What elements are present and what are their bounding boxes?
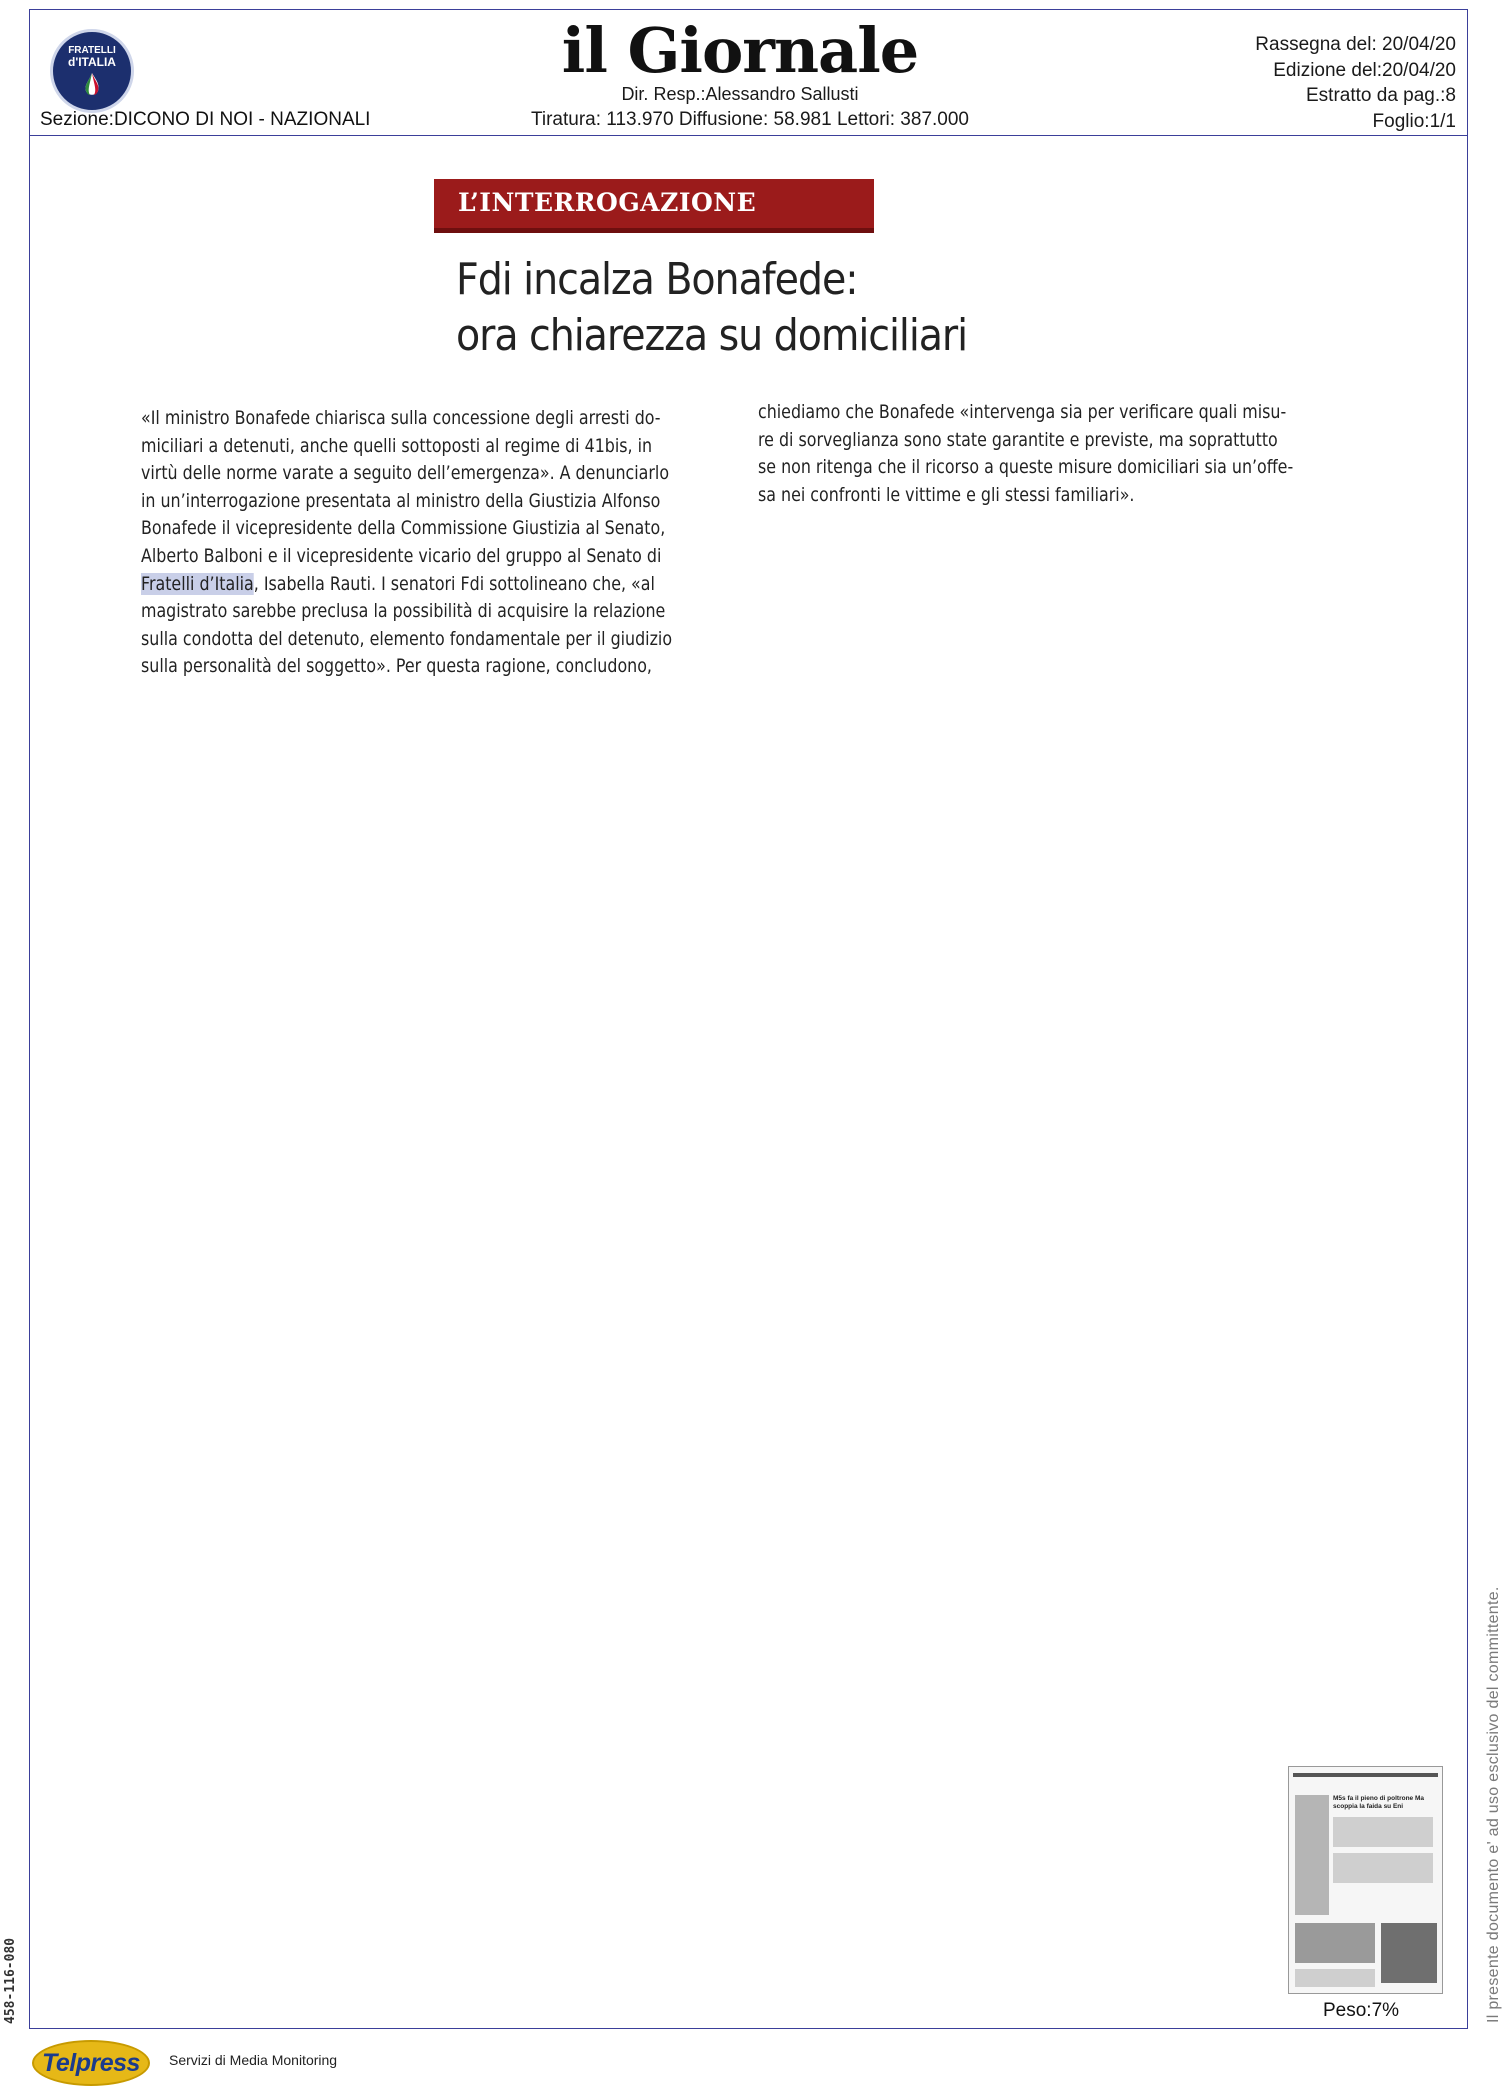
article-kicker: L’INTERROGAZIONE: [434, 179, 874, 233]
text-line: miciliari a detenuti, anche quelli sottoposti al regime di 41bis, in: [141, 434, 653, 457]
fratelli-ditalia-logo: FRATELLI d'ITALIA: [50, 29, 134, 113]
article-headline: [456, 252, 1156, 364]
text-line: virtù delle norme varate a seguito dell’emergenza». A denunciarlo: [141, 462, 670, 485]
text-line: Bonafede il vicepresidente della Commissione Giustizia al Senato,: [141, 517, 666, 540]
article-column-1: [141, 405, 777, 681]
thumb-title: M5s fa il pieno di poltrone Ma scoppia la faida su Eni: [1333, 1795, 1425, 1810]
section-label: Sezione:DICONO DI NOI - NAZIONALI: [40, 109, 371, 130]
page-extract: Estratto da pag.:8: [1306, 85, 1456, 106]
article-column-2: [758, 399, 1399, 509]
text-line: Alberto Balboni e il vicepresidente vicario del gruppo al Senato di: [141, 544, 662, 567]
headline-line: Fdi incalza Bonafede:: [456, 254, 858, 305]
highlighted-keyword: Fratelli d’Italia: [141, 572, 254, 595]
newspaper-masthead: il Giornale: [561, 14, 919, 87]
article-weight: Peso:7%: [1323, 2000, 1400, 2021]
text-line: re di sorveglianza sono state garantite e previste, ma soprattutto: [758, 428, 1278, 451]
edition-date: Edizione del:20/04/20: [1273, 59, 1456, 81]
thumb-text-block: [1295, 1969, 1375, 1987]
circulation-stats: Tiratura: 113.970 Diffusione: 58.981 Lettori: 387.000: [530, 109, 969, 130]
review-date: Rassegna del: 20/04/20: [1255, 34, 1456, 55]
services-label: Servizi di Media Monitoring: [169, 2052, 338, 2068]
text-line: sulla condotta del detenuto, elemento fondamentale per il giudizio: [141, 627, 673, 650]
text-span: , Isabella Rauti. I senatori Fdi sottolineano che, «al: [253, 572, 655, 595]
text-line: «Il ministro Bonafede chiarisca sulla concessione degli arresti do-: [141, 407, 661, 429]
telpress-logo: [32, 2040, 150, 2086]
text-line: [141, 571, 672, 599]
text-line: chiediamo che Bonafede «intervenga sia per verificare quali misu-: [758, 401, 1287, 423]
sheet-number: Foglio:1/1: [1372, 110, 1456, 132]
director-line: Dir. Resp.:Alessandro Sallusti: [621, 84, 859, 104]
thumb-header-bar: [1293, 1773, 1438, 1777]
tricolor-flame-icon: [80, 72, 104, 98]
text-line: se non ritenga che il ricorso a queste misure domiciliari sia un’offe-: [758, 456, 1294, 479]
text-line: in un’interrogazione presentata al ministro della Giustizia Alfonso: [141, 489, 661, 512]
press-review-meta: [1255, 32, 1456, 134]
thumb-text-block: [1295, 1795, 1329, 1915]
text-line: sulla personalità del soggetto». Per questa ragione, concludono,: [141, 655, 652, 678]
document-code: 458-116-080: [3, 1937, 18, 2024]
text-line: sa nei confronti le vittime e gli stessi familiari».: [758, 483, 1135, 506]
usage-disclaimer: Il presente documento e' ad uso esclusivo del committente.: [1485, 1586, 1502, 2023]
page-thumbnail[interactable]: [1288, 1766, 1443, 1994]
text-line: magistrato sarebbe preclusa la possibilità di acquisire la relazione: [141, 600, 666, 623]
thumb-photo-row: [1333, 1853, 1433, 1883]
brand-name: Telpress: [42, 2048, 140, 2077]
thumb-ad-block: [1295, 1923, 1375, 1963]
header-divider: [29, 135, 1468, 136]
thumb-photo-row: [1333, 1817, 1433, 1847]
thumb-photo: [1381, 1923, 1437, 1983]
headline-line: ora chiarezza su domiciliari: [456, 310, 968, 361]
